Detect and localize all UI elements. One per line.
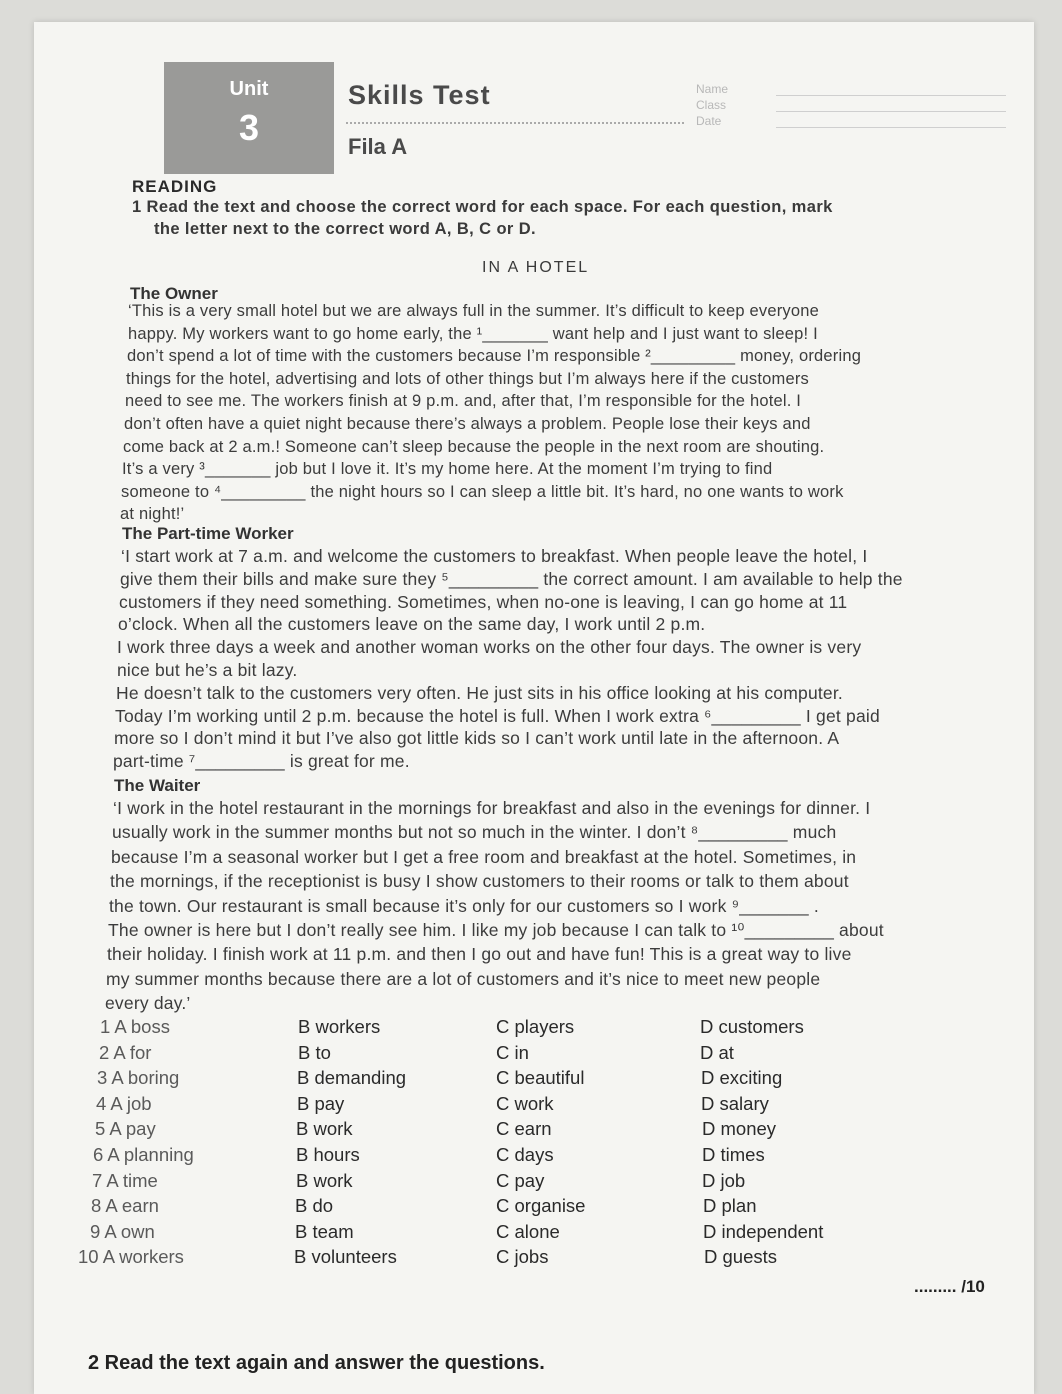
text-line: happy. My workers want to go home early, the ¹_______ want help and I just want to sleep! I <box>128 324 818 343</box>
text-line: ‘I start work at 7 a.m. and welcome the customers to breakfast. When people leave the hotel, I <box>121 546 868 566</box>
text-line: my summer months because there are a lot of customers and it’s nice to meet new people <box>106 968 821 989</box>
option-4-a[interactable]: 4 A job <box>96 1092 152 1114</box>
question-2-heading: 2 Read the text again and answer the questions. <box>88 1352 545 1374</box>
option-7-c[interactable]: C pay <box>496 1169 545 1191</box>
section-heading: READING <box>132 177 218 196</box>
text-line: at night!’ <box>120 505 185 524</box>
option-8-a[interactable]: 8 A earn <box>91 1195 159 1217</box>
option-7-b[interactable]: B work <box>296 1169 353 1191</box>
text-line: Today I’m working until 2 p.m. because the hotel is full. When I work extra ⁶_________ I get paid <box>115 705 880 726</box>
unit-label: Unit <box>229 78 269 100</box>
option-5-c[interactable]: C earn <box>496 1118 552 1140</box>
text-line: nice but he’s a bit lazy. <box>117 660 298 680</box>
unit-number: 3 <box>238 107 260 148</box>
option-9-c[interactable]: C alone <box>496 1220 560 1242</box>
option-10-d[interactable]: D guests <box>704 1246 778 1268</box>
option-3-a[interactable]: 3 A boring <box>97 1067 180 1089</box>
unit-badge <box>164 62 334 174</box>
text-line: because I’m a seasonal worker but I get a free room and breakfast at the hotel. Sometimes, in <box>111 846 857 867</box>
page-title: Skills Test <box>348 80 491 110</box>
text-line: their holiday. I finish work at 11 p.m. and then I go out and have fun! This is a great way to live <box>107 944 852 965</box>
option-6-c[interactable]: C days <box>496 1144 554 1165</box>
parttime-heading: The Part-time Worker <box>122 524 294 543</box>
option-10-c[interactable]: C jobs <box>496 1246 549 1268</box>
text-line: come back at 2 a.m.! Someone can’t sleep because the people in the next room are shouting. <box>123 437 825 456</box>
option-3-b[interactable]: B demanding <box>297 1067 407 1089</box>
text-line: don’t often have a quiet night because there’s always a problem. People lose their keys and <box>124 415 811 433</box>
option-7-a[interactable]: 7 A time <box>92 1169 158 1191</box>
option-3-d[interactable]: D exciting <box>701 1067 783 1089</box>
text-line: don’t spend a lot of time with the customers because I’m responsible ²_________ money, ordering <box>127 347 862 366</box>
option-6-d[interactable]: D times <box>702 1144 765 1165</box>
text-line: things for the hotel, advertising and lots of other things but I’m always here if the customers <box>126 369 810 388</box>
text-line: more so I don’t mind it but I’ve also got little kids so I can’t work until late in the afternoon. A <box>114 728 840 749</box>
text-line: part-time ⁷_________ is great for me. <box>113 751 410 772</box>
text-line: He doesn’t talk to the customers very often. He just sits in his office looking at his computer. <box>116 682 843 703</box>
option-5-b[interactable]: B work <box>296 1118 353 1140</box>
option-2-b[interactable]: B to <box>298 1041 331 1063</box>
option-2-c[interactable]: C in <box>496 1041 529 1063</box>
option-10-a[interactable]: 10 A workers <box>78 1246 184 1268</box>
option-6-b[interactable]: B hours <box>296 1144 360 1165</box>
text-line: need to see me. The workers finish at 9 p.m. and, after that, I’m responsible for the hotel. I <box>125 392 802 411</box>
text-line: o’clock. When all the customers leave on the same day, I work until 2 p.m. <box>118 614 706 635</box>
text-line: I work three days a week and another woman works on the other four days. The owner is very <box>117 637 862 658</box>
student-info-fields <box>696 80 1006 128</box>
name-field[interactable]: Name <box>696 80 1006 96</box>
text-line: the mornings, if the receptionist is busy I show customers to their rooms or talk to them about <box>110 871 849 892</box>
option-6-a[interactable]: 6 A planning <box>93 1144 194 1165</box>
class-field[interactable]: Class <box>696 96 1006 112</box>
waiter-heading: The Waiter <box>114 776 201 795</box>
option-4-c[interactable]: C work <box>496 1092 554 1114</box>
option-1-b[interactable]: B workers <box>298 1016 381 1037</box>
text-line: The owner is here but I don’t really see him. I like my job because I can talk to ¹⁰_________ about <box>108 920 884 940</box>
option-5-a[interactable]: 5 A pay <box>95 1118 156 1140</box>
text-line: usually work in the summer months but not so much in the winter. I don’t ⁸_________ much <box>112 822 837 843</box>
option-2-a[interactable]: 2 A for <box>99 1041 152 1063</box>
text-title: IN A HOTEL <box>482 259 590 276</box>
option-8-c[interactable]: C organise <box>496 1195 586 1217</box>
date-field[interactable]: Date <box>696 112 1006 128</box>
text-line: ‘I work in the hotel restaurant in the mornings for breakfast and also in the evenings for dinner. I <box>113 798 871 818</box>
page-subtitle: Fila A <box>348 134 408 159</box>
text-line: give them their bills and make sure they ⁵_________ the correct amount. I am available to help the <box>120 568 903 589</box>
option-8-d[interactable]: D plan <box>703 1195 757 1217</box>
option-7-d[interactable]: D job <box>702 1169 746 1191</box>
option-10-b[interactable]: B volunteers <box>294 1246 397 1268</box>
score-field: ......... /10 <box>914 1277 985 1296</box>
option-9-b[interactable]: B team <box>295 1220 354 1242</box>
option-1-c[interactable]: C players <box>496 1016 575 1037</box>
option-9-d[interactable]: D independent <box>703 1220 824 1242</box>
owner-heading: The Owner <box>130 284 218 303</box>
option-2-d[interactable]: D at <box>700 1041 734 1063</box>
instruction-line: 1 Read the text and choose the correct word for each space. For each question, mark <box>132 198 833 216</box>
instruction-line: the letter next to the correct word A, B, C or D. <box>154 220 537 238</box>
option-1-a[interactable]: 1 A boss <box>100 1016 170 1037</box>
text-line: It’s a very ³_______ job but I love it. It’s my home here. At the moment I’m trying to find <box>122 460 773 479</box>
option-8-b[interactable]: B do <box>295 1195 334 1217</box>
text-line: every day.’ <box>105 993 191 1014</box>
option-9-a[interactable]: 9 A own <box>90 1220 155 1242</box>
option-4-d[interactable]: D salary <box>701 1092 769 1114</box>
text-line: the town. Our restaurant is small because it’s only for our customers so I work ⁹_______ . <box>109 895 819 916</box>
text-line: customers if they need something. Sometimes, when no-one is leaving, I can go home at 11 <box>119 591 848 612</box>
text-line: someone to ⁴_________ the night hours so I can sleep a little bit. It’s hard, no one wants to work <box>121 482 844 501</box>
option-5-d[interactable]: D money <box>702 1118 777 1140</box>
option-4-b[interactable]: B pay <box>297 1092 345 1114</box>
option-3-c[interactable]: C beautiful <box>496 1067 585 1089</box>
option-1-d[interactable]: D customers <box>700 1016 804 1037</box>
title-divider <box>346 122 684 124</box>
text-line: ‘This is a very small hotel but we are always full in the summer. It’s difficult to keep everyone <box>128 302 820 320</box>
